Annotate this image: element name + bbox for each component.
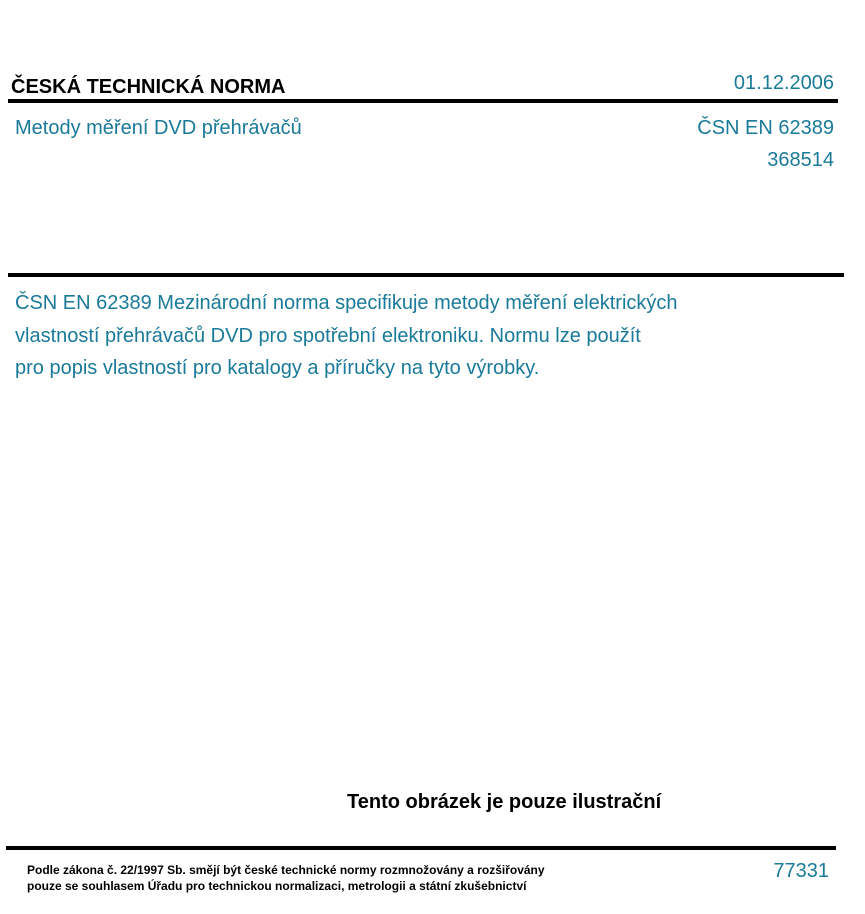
- classification-number: 368514: [767, 149, 834, 171]
- standard-number: ČSN EN 62389: [697, 117, 834, 139]
- footer-divider: [6, 846, 836, 850]
- document-number: 77331: [773, 860, 829, 882]
- legal-notice: [27, 863, 545, 894]
- legal-line: Podle zákona č. 22/1997 Sb. smějí být české technické normy rozmnožovány a rozšiřovány: [27, 863, 545, 877]
- summary-line: ČSN EN 62389 Mezinárodní norma specifikuje metody měření elektrických: [15, 292, 678, 314]
- title-divider: [8, 273, 844, 277]
- illustration-note: Tento obrázek je pouze ilustrační: [347, 791, 662, 813]
- summary-line: pro popis vlastností pro katalogy a příručky na tyto výrobky.: [15, 357, 540, 379]
- header-divider: [8, 99, 838, 103]
- legal-line: pouze se souhlasem Úřadu pro technickou normalizaci, metrologii a státní zkušebnictví: [27, 878, 527, 893]
- standard-type-heading: ČESKÁ TECHNICKÁ NORMA: [11, 76, 286, 98]
- summary-paragraph: [15, 287, 775, 385]
- publication-date: 01.12.2006: [733, 72, 834, 94]
- document-title: Metody měření DVD přehrávačů: [15, 117, 302, 139]
- summary-line: vlastností přehrávačů DVD pro spotřební elektroniku. Normu lze použít: [15, 324, 641, 347]
